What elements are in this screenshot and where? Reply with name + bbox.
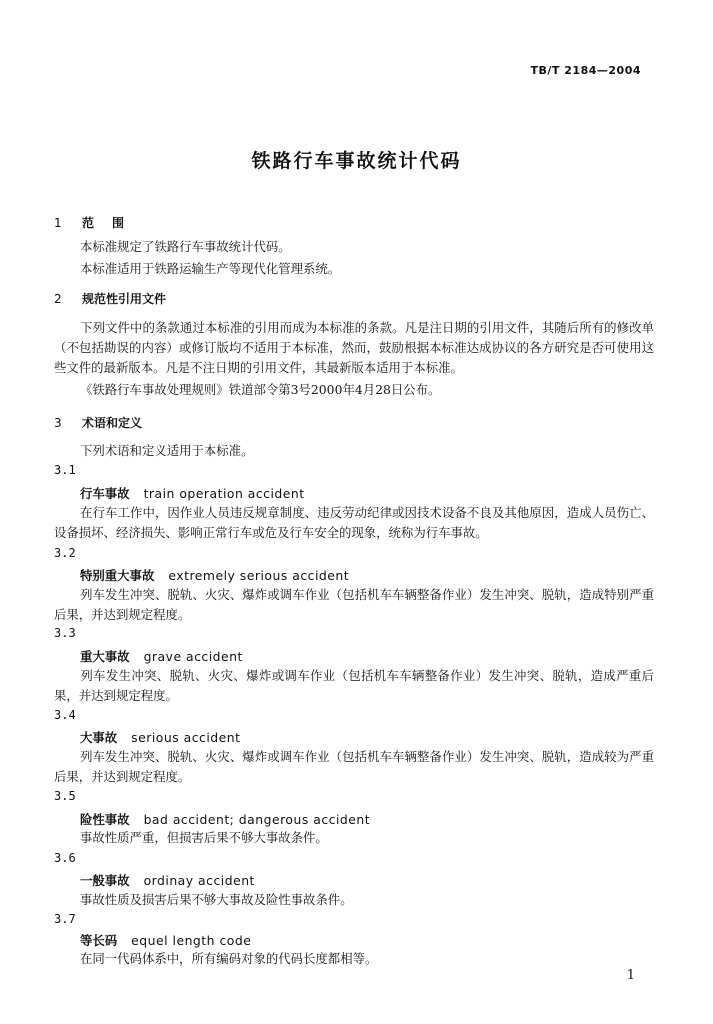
paragraph: 下列术语和定义适用于本标准。 (80, 443, 254, 458)
subsection-number: 3.2 (54, 546, 76, 560)
term-definition: 列车发生冲突、脱轨、火灾、爆炸或调车作业（包括机车车辆整备作业）发生冲突、脱轨，造成较为严重后果，并达到规定程度。 (54, 749, 654, 784)
paragraph: 《铁路行车事故处理规则》铁道部令第3号2000年4月28日公布。 (80, 382, 441, 397)
term-definition: 事故性质及损害后果不够大事故及险性事故条件。 (80, 892, 353, 907)
section-label: 规范性引用文件 (82, 292, 167, 306)
page-number: 1 (626, 968, 635, 983)
section-3-heading (54, 414, 142, 431)
term-heading: 重大事故 grave accident (80, 649, 243, 664)
section-number: 1 (54, 216, 62, 230)
term-definition: 列车发生冲突、脱轨、火灾、爆炸或调车作业（包括机车车辆整备作业）发生冲突、脱轨，造成特别严重后果，并达到规定程度。 (54, 587, 654, 622)
term-heading: 一般事故 ordinay accident (80, 873, 255, 888)
subsection-number: 3.4 (54, 708, 76, 722)
term-heading: 险性事故 bad accident; dangerous accident (80, 812, 371, 827)
term-heading: 大事故 serious accident (80, 730, 241, 745)
term-heading: 特别重大事故 extremely serious accident (80, 568, 350, 583)
term-definition: 事故性质严重，但损害后果不够大事故条件。 (80, 830, 328, 845)
section-number: 3 (54, 416, 62, 430)
section-label: 术语和定义 (82, 416, 143, 430)
paragraph: 下列文件中的条款通过本标准的引用而成为本标准的条款。凡是注日期的引用文件，其随后所有的修改单（不包括勘误的内容）或修订版均不适用于本标准，然而，鼓励根据本标准达成协议的各方研究是否可使用这些文件的最新版本。凡是不注日期的引用文件，其最新版本适用于本标准。 (54, 320, 654, 375)
term-heading: 等长码 equel length code (80, 933, 252, 948)
term-definition: 在同一代码体系中，所有编码对象的代码长度都相等。 (80, 951, 378, 966)
section-1-heading (54, 214, 142, 231)
subsection-number: 3.1 (54, 463, 76, 477)
section-label: 范围 (82, 216, 143, 230)
paragraph: 本标准适用于铁路运输生产等现代化管理系统。 (80, 261, 341, 276)
term-definition: 在行车工作中，因作业人员违反规章制度、违反劳动纪律或因技术设备不良及其他原因，造成人员伤亡、设备损坏、经济损失、影响正常行车或危及行车安全的现象，统称为行车事故。 (54, 505, 654, 540)
document-title: 铁路行车事故统计代码 (251, 150, 462, 172)
section-2-heading (54, 290, 166, 307)
standard-number: TB/T 2184—2004 (530, 64, 641, 77)
paragraph: 本标准规定了铁路行车事故统计代码。 (80, 239, 291, 254)
term-heading: 行车事故 train operation accident (80, 486, 305, 501)
subsection-number: 3.5 (54, 789, 76, 803)
section-number: 2 (54, 292, 62, 306)
subsection-number: 3.3 (54, 626, 76, 640)
subsection-number: 3.7 (54, 912, 76, 926)
subsection-number: 3.6 (54, 851, 76, 865)
term-definition: 列车发生冲突、脱轨、火灾、爆炸或调车作业（包括机车车辆整备作业）发生冲突、脱轨，造成严重后果，并达到规定程度。 (54, 668, 654, 703)
